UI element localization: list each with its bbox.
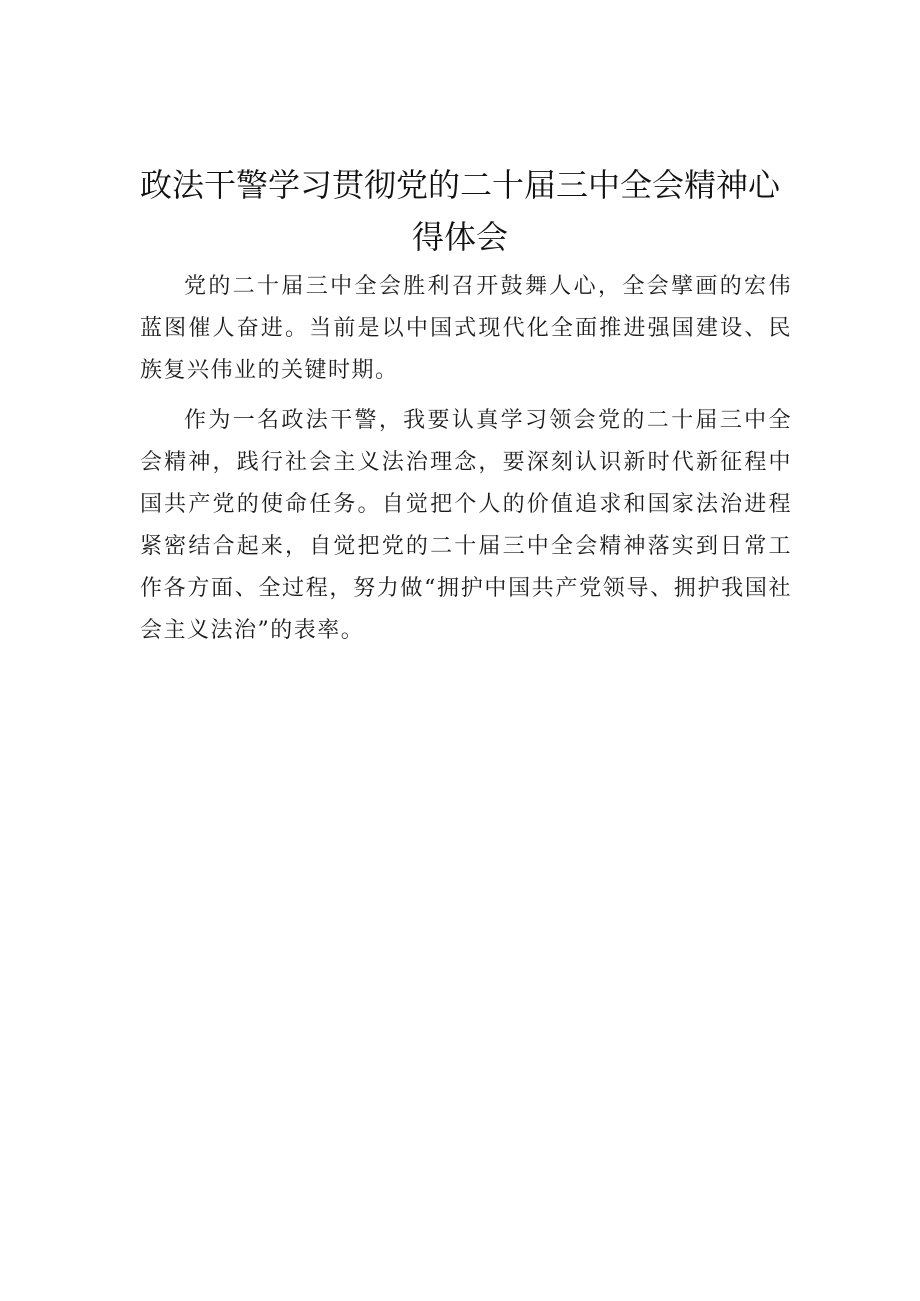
page-title <box>110 159 810 263</box>
title-line-2: 得体会 <box>411 218 508 257</box>
paragraph-2: 作为一名政法干警，我要认真学习领会党的二十届三中全会精神，践行社会主义法治理念，要深刻认识新时代新征程中国共产党的使命任务。自觉把个人的价值追求和国家法治进程紧密结合起来，自觉把党的二十届三中全会精神落实到日常工作各方面、全过程，努力做“拥护中国共产党领导、拥护我国社会主义法治”的表率。 <box>140 408 792 643</box>
title-line-1: 政法干警学习贯彻党的二十届三中全会精神心 <box>139 166 780 205</box>
paragraph-1: 党的二十届三中全会胜利召开鼓舞人心，全会擘画的宏伟蓝图催人奋进。当前是以中国式现代化全面推进强国建设、民族复兴伟业的关键时期。 <box>140 274 792 383</box>
document-body <box>140 266 792 660</box>
